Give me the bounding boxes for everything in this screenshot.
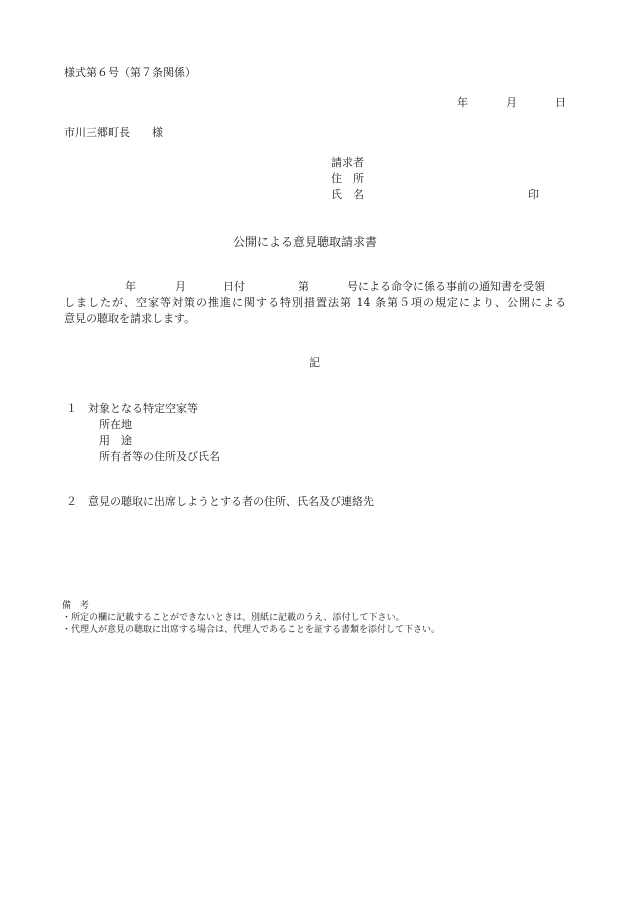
document-title: 公開による意見聴取請求書 (233, 235, 378, 249)
requester-address-label: 住 所 (331, 172, 364, 185)
date-year-label: 年 (457, 96, 468, 109)
body-month: 月 (175, 280, 186, 293)
body-line2: しましたが、空家等対策の推進に関する特別措置法第 14 条第５項の規定により、公開による (64, 296, 566, 309)
item1-use: 用 途 (99, 434, 132, 447)
item1-title: １ 対象となる特定空家等 (66, 402, 198, 415)
remarks-note-2: ・代理人が意見の聴取に出席する場合は、代理人であることを証する書類を添付して下さい。 (62, 625, 441, 635)
body-year: 年 (125, 280, 136, 293)
seal-mark: 印 (528, 188, 539, 201)
body-number: 第 (298, 280, 309, 293)
form-number: 様式第６号（第７条関係） (64, 66, 196, 79)
body-dated: 日付 (223, 280, 245, 293)
requester-name-label: 氏 名 (331, 188, 364, 201)
item1-owner: 所有者等の住所及び氏名 (99, 450, 220, 463)
remarks-note-1: ・所定の欄に記載することができないときは、別紙に記載のうえ、添付して下さい。 (62, 613, 405, 623)
date-day-label: 日 (555, 96, 566, 109)
ki-heading: 記 (309, 356, 320, 369)
body-line1-rest: 号による命令に係る事前の通知書を受領 (347, 280, 545, 293)
item1-location: 所在地 (99, 418, 132, 431)
requester-label: 請求者 (331, 156, 364, 169)
item2-title: ２ 意見の聴取に出席しようとする者の住所、氏名及び連絡先 (66, 495, 374, 508)
date-month-label: 月 (506, 96, 517, 109)
addressee: 市川三郷町長 様 (64, 126, 163, 139)
body-line3: 意見の聴取を請求します。 (64, 312, 196, 325)
remarks-heading: 備 考 (62, 601, 90, 611)
